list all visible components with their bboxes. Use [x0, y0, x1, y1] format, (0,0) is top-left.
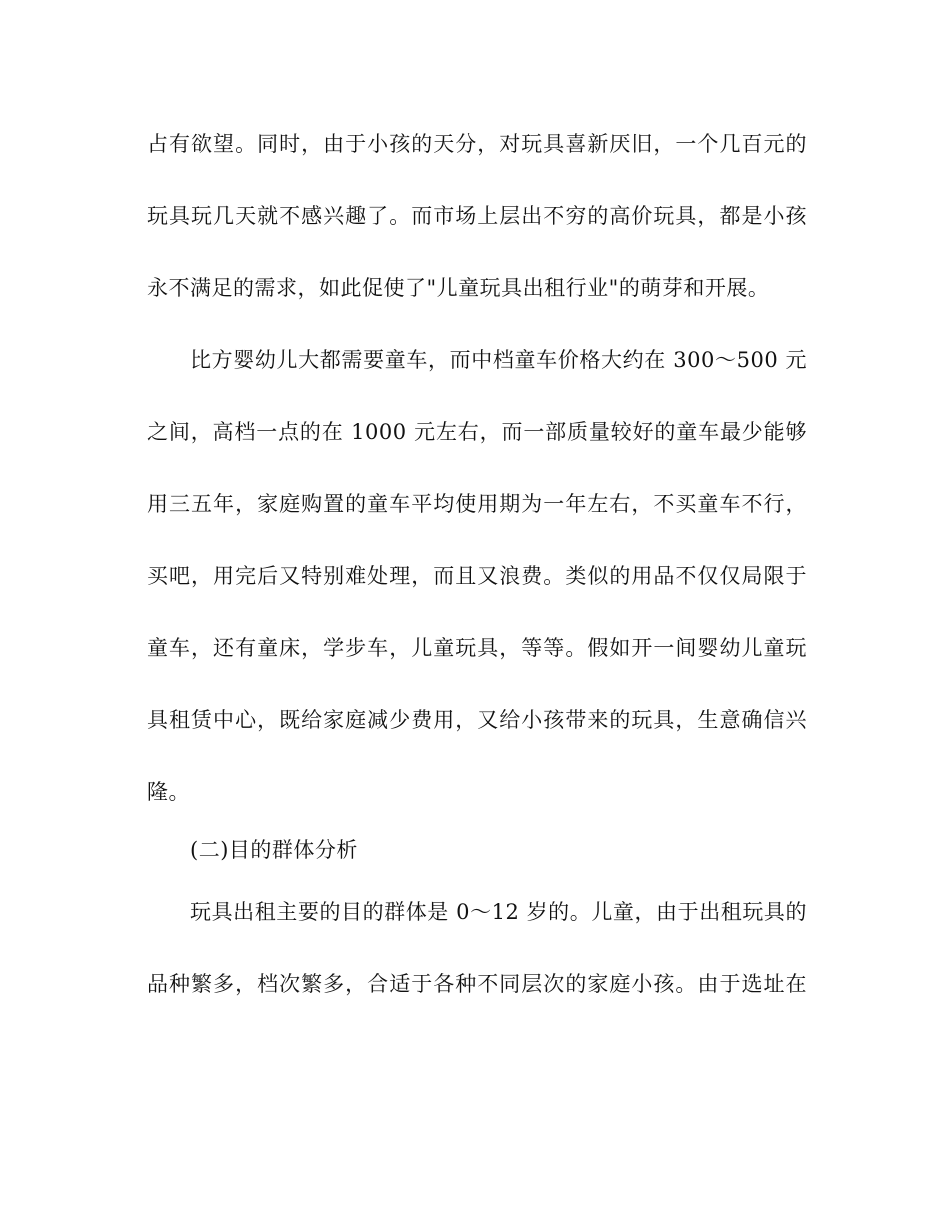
text-line: 童车，还有童床，学步车，儿童玩具，等等。假如开一间婴幼儿童玩	[147, 636, 807, 660]
text-line: 占有欲望。同时，由于小孩的天分，对玩具喜新厌旧，一个几百元的	[147, 132, 807, 156]
text-line: 具租赁中心，既给家庭减少费用，又给小孩带来的玩具，生意确信兴	[147, 708, 807, 732]
text-line: 之间，高档一点的在 1000 元左右，而一部质量较好的童车最少能够	[147, 420, 807, 444]
text-line: 买吧，用完后又特别难处理，而且又浪费。类似的用品不仅仅局限于	[147, 564, 807, 588]
text-line: 永不满足的需求，如此促使了"儿童玩具出租行业"的萌芽和开展。	[147, 276, 770, 300]
text-line: 玩具玩几天就不感兴趣了。而市场上层出不穷的高价玩具，都是小孩	[147, 204, 807, 228]
text-line: 品种繁多，档次繁多，合适于各种不同层次的家庭小孩。由于选址在	[147, 972, 807, 996]
text-line: 用三五年，家庭购置的童车平均使用期为一年左右，不买童车不行，	[147, 492, 807, 516]
paragraph-first-line: 比方婴幼儿大都需要童车，而中档童车价格大约在 300～500 元	[190, 348, 807, 372]
paragraph-first-line: 玩具出租主要的目的群体是 0～12 岁的。儿童，由于出租玩具的	[190, 900, 807, 924]
section-heading: (二)目的群体分析	[190, 838, 358, 862]
text-line: 隆。	[147, 780, 190, 804]
